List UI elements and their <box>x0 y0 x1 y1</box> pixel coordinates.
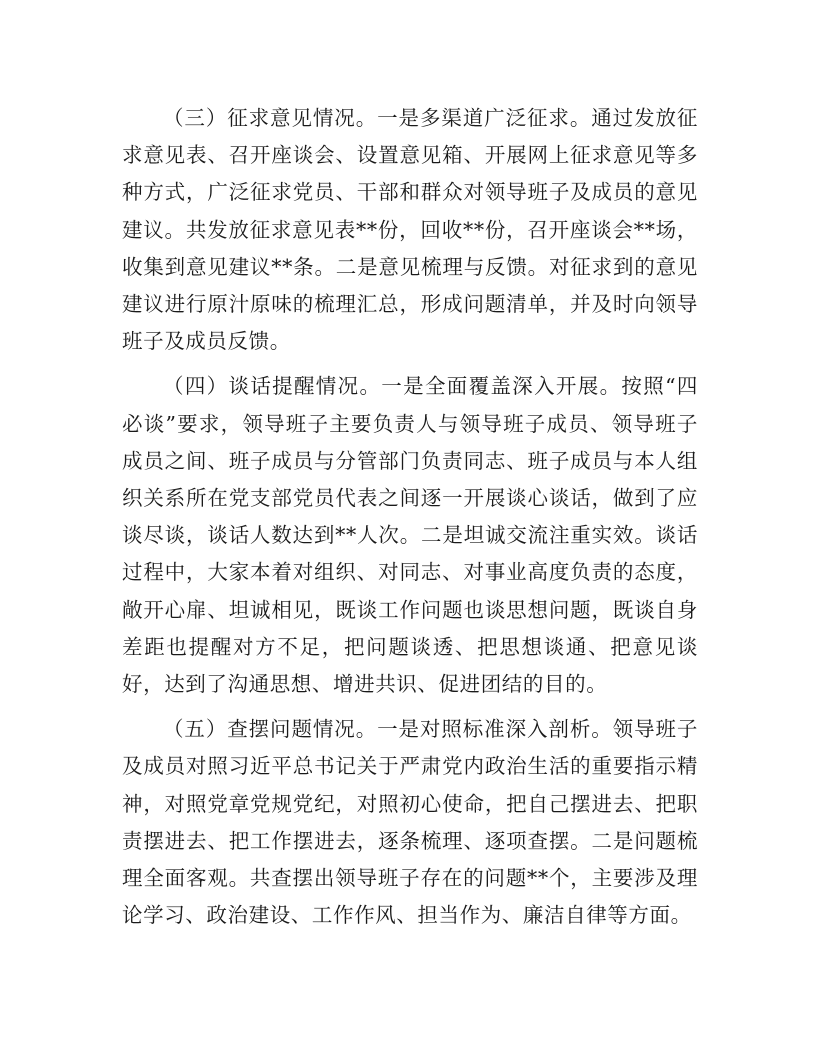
document-body <box>122 100 698 934</box>
paragraph-problem-finding: （五）查摆问题情况。一是对照标准深入剖析。领导班子及成员对照习近平总书记关于严肃党内政治生活的重要指示精神，对照党章党规党纪，对照初心使命，把自己摆进去、把职责摆进去、把工作摆进去，逐条梳理、逐项查摆。二是问题梳理全面客观。共查摆出领导班子存在的问题**个，主要涉及理论学习、政治建设、工作作风、担当作为、廉洁自律等方面。 <box>122 717 698 928</box>
paragraph-talk-reminders: （四）谈话提醒情况。一是全面覆盖深入开展。按照“四必谈”要求，领导班子主要负责人与领导班子成员、领导班子成员之间、班子成员与分管部门负责同志、班子成员与本人组织关系所在党支部党员代表之间逐一开展谈心谈话，做到了应谈尽谈，谈话人数达到**人次。二是坦诚交流注重实效。谈话过程中，大家本着对组织、对同志、对事业高度负责的态度，敞开心扉、坦诚相见，既谈工作问题也谈思想问题，既谈自身差距也提醒对方不足，把问题谈透、把思想谈通、把意见谈好，达到了沟通思想、增进共识、促进团结的目的。 <box>122 374 698 697</box>
paragraph-solicit-opinions: （三）征求意见情况。一是多渠道广泛征求。通过发放征求意见表、召开座谈会、设置意见箱、开展网上征求意见等多种方式，广泛征求党员、干部和群众对领导班子及成员的意见建议。共发放征求意见表**份，回收**份，召开座谈会**场，收集到意见建议**条。二是意见梳理与反馈。对征求到的意见建议进行原汁原味的梳理汇总，形成问题清单，并及时向领导班子及成员反馈。 <box>122 106 698 354</box>
